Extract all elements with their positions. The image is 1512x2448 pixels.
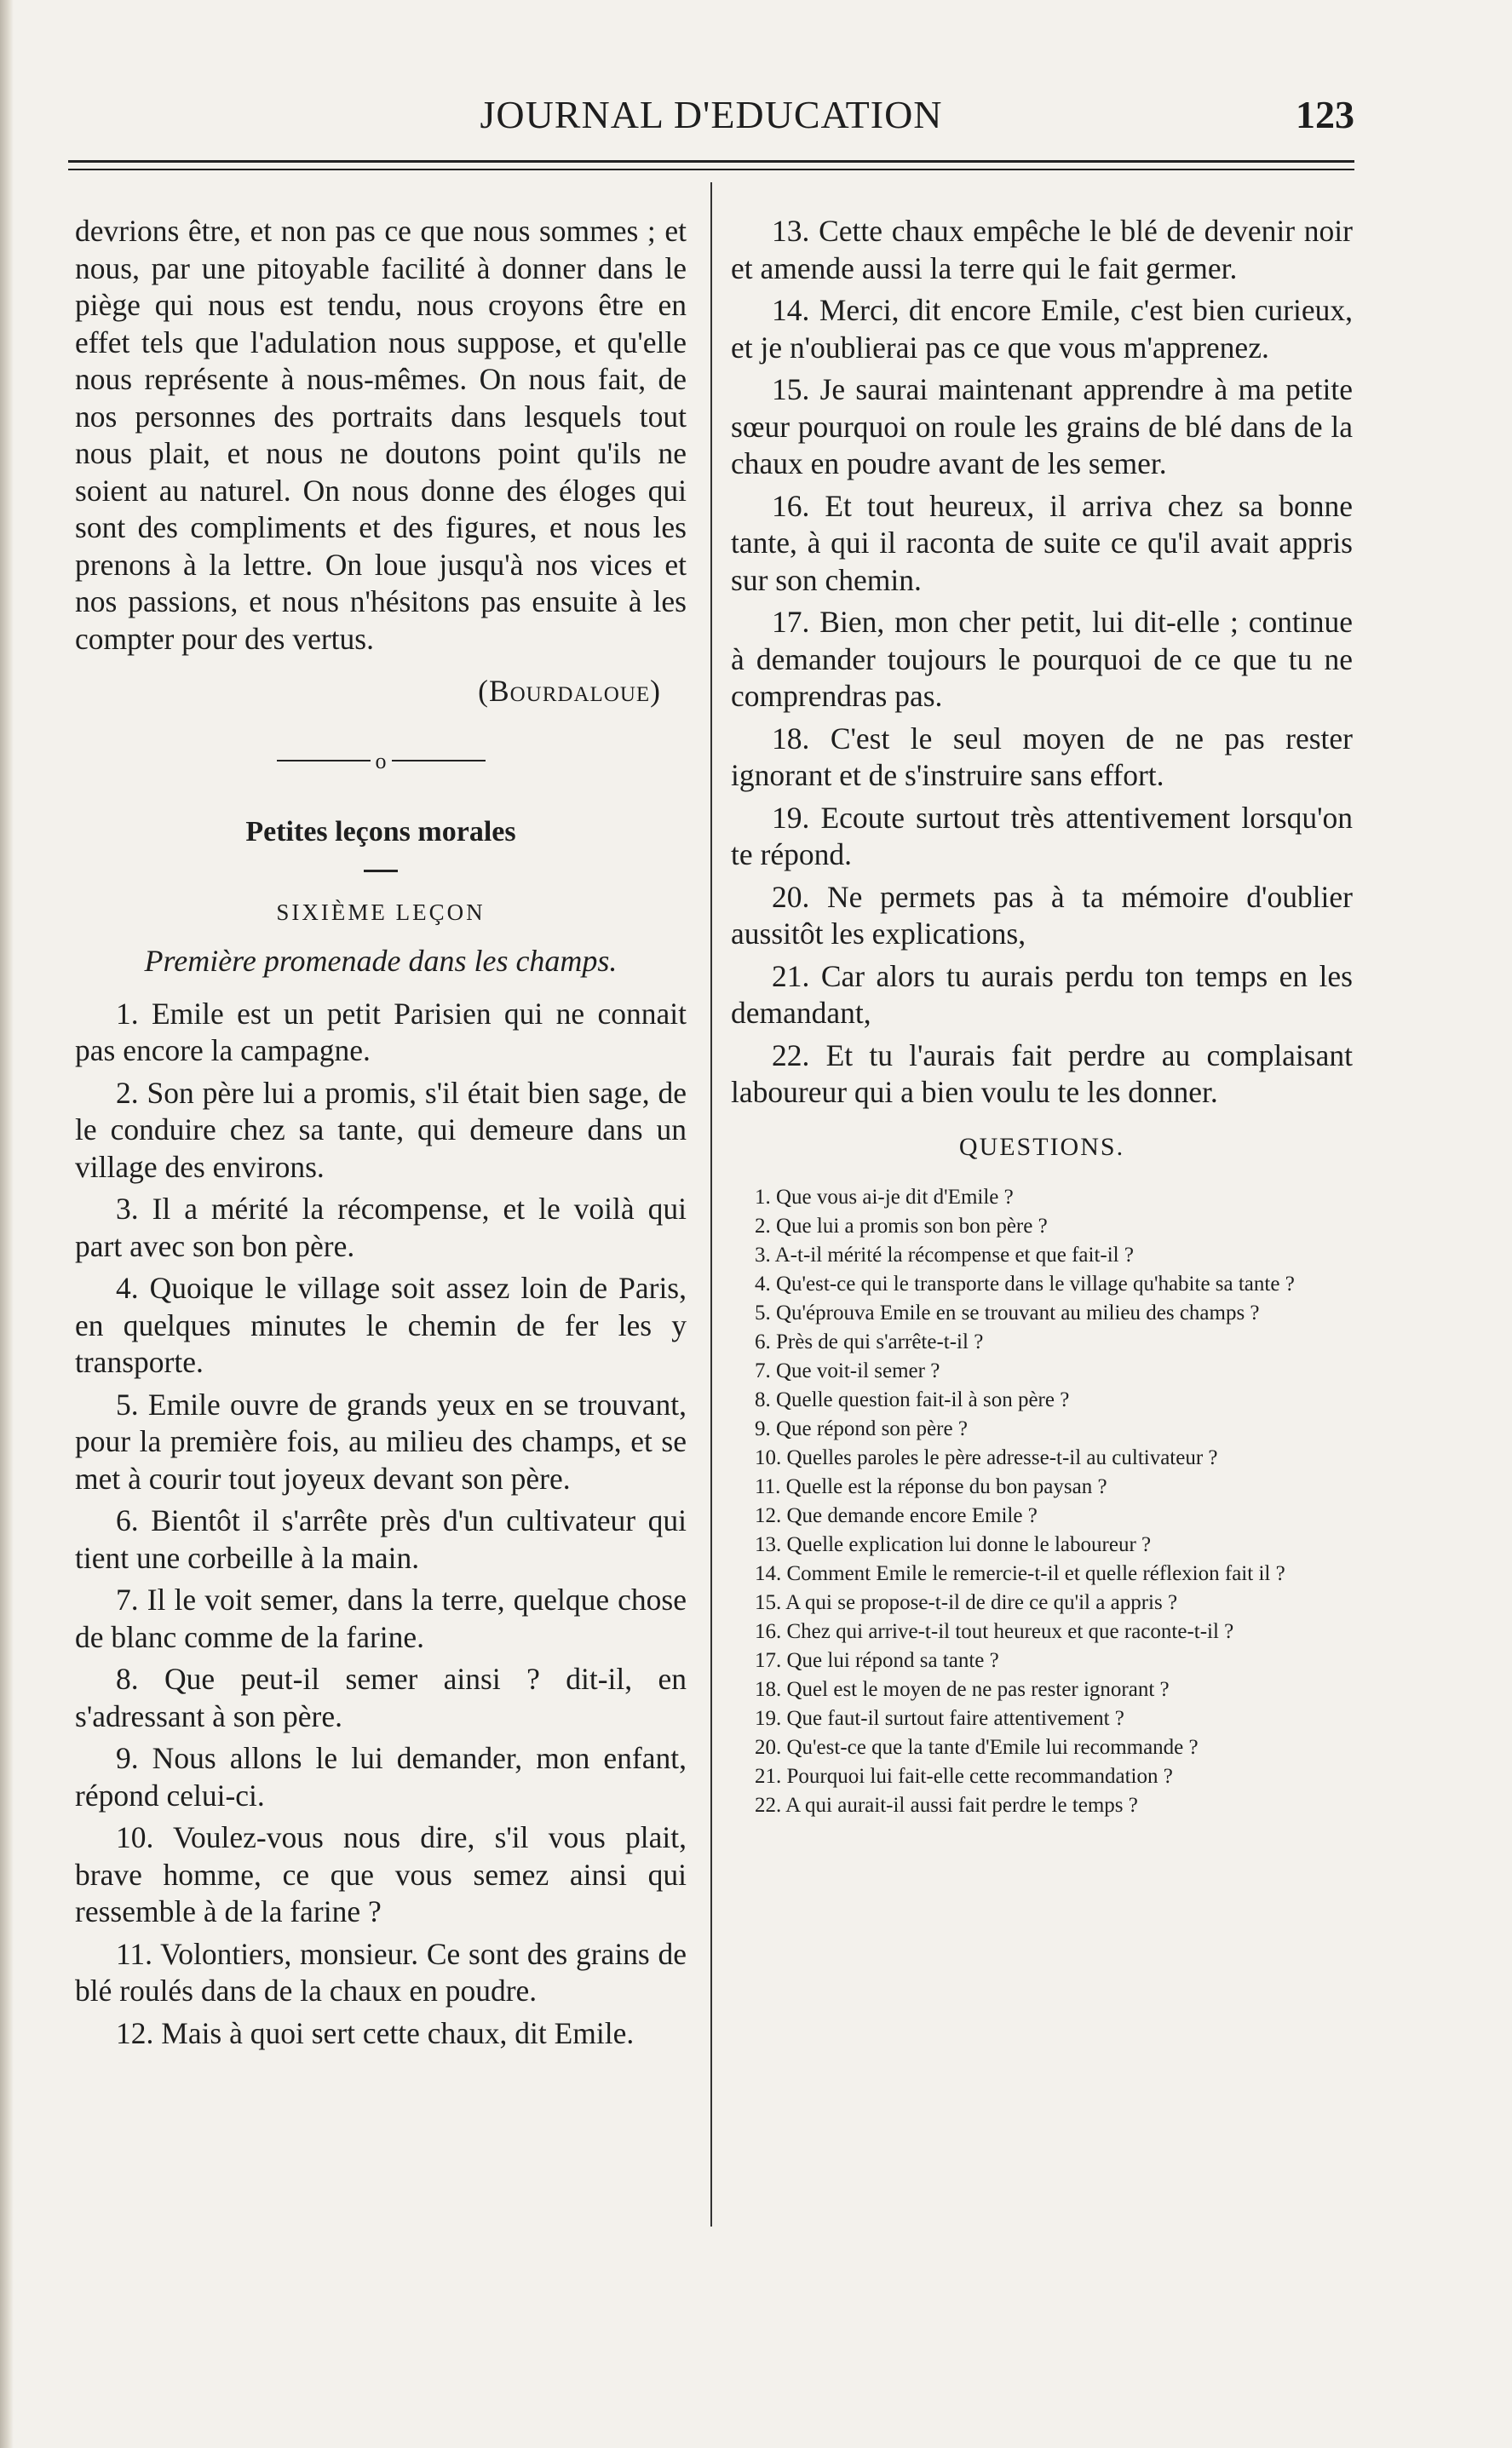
question-item: 21. Pourquoi lui fait-elle cette recommandation ? xyxy=(755,1765,1173,1788)
column-divider xyxy=(710,182,712,2227)
question-item: 7. Que voit-il semer ? xyxy=(755,1359,940,1382)
lesson-item: 5. Emile ouvre de grands yeux en se trouvant, pour la première fois, au milieu des champs, et se met à courir tout joyeux devant son père. xyxy=(75,1387,687,1496)
left-column xyxy=(75,213,687,2057)
page-number: 123 xyxy=(1296,93,1354,136)
lesson-item: 21. Car alors tu aurais perdu ton temps en les demandant, xyxy=(731,958,1353,1030)
question-item: 8. Quelle question fait-il à son père ? xyxy=(755,1388,1070,1411)
question-item: 2. Que lui a promis son bon père ? xyxy=(755,1215,1048,1238)
question-item: 15. A qui se propose-t-il de dire ce qu'il a appris ? xyxy=(755,1591,1178,1614)
lesson-item: 4. Quoique le village soit assez loin de Paris, en quelques minutes le chemin de fer les y transporte. xyxy=(75,1271,687,1379)
right-column xyxy=(731,213,1353,1821)
lesson-item: 16. Et tout heureux, il arriva chez sa bonne tante, à qui il raconta de suite ce qu'il avait appris sur son chemin. xyxy=(731,488,1353,597)
questions-title: QUESTIONS. xyxy=(958,1132,1125,1161)
question-item: 11. Quelle est la réponse du bon paysan ? xyxy=(755,1475,1107,1498)
section-ornament xyxy=(75,743,687,780)
lesson-item: 3. Il a mérité la récompense, et le voilà qui part avec son bon père. xyxy=(75,1192,687,1263)
question-item: 14. Comment Emile le remercie-t-il et quelle réflexion fait il ? xyxy=(755,1562,1285,1585)
lesson-item: 14. Merci, dit encore Emile, c'est bien curieux, et je n'oublierai pas ce que vous m'apprenez. xyxy=(731,293,1353,365)
intro-paragraph: devrions être, et non pas ce que nous sommes ; et nous, par une pitoyable facilité à donner dans le piège qui nous est tendu, nous croyons être en effet tels que l'adulation nous suppose, et qu'elle nous représente à nous-mêmes. On nous fait, de nos personnes des portraits dans lesquels tout nous plait, et nous ne doutons point qu'ils ne soient au naturel. On nous donne des éloges qui sont des compliments et des figures, et nous les prenons à la lettre. On loue jusqu'à nos vices et nos passions, et nous n'hésitons pas ensuite à les compter pour des vertus. xyxy=(75,214,687,656)
lesson-label: SIXIÈME LEÇON xyxy=(276,899,486,925)
author-attribution: (Bourdaloue) xyxy=(478,674,661,708)
ornament-line-left xyxy=(277,760,371,761)
lesson-item: 12. Mais à quoi sert cette chaux, dit Emile. xyxy=(116,2015,635,2050)
header-rule-top xyxy=(68,160,1354,163)
question-item: 20. Qu'est-ce que la tante d'Emile lui recommande ? xyxy=(755,1736,1199,1759)
lesson-item: 13. Cette chaux empêche le blé de devenir noir et amende aussi la terre qui le fait germer. xyxy=(731,214,1353,285)
lesson-item: 22. Et tu l'aurais fait perdre au complaisant laboureur qui a bien voulu te les donner. xyxy=(731,1037,1353,1109)
lesson-item: 11. Volontiers, monsieur. Ce sont des grains de blé roulés dans de la chaux en poudre. xyxy=(75,1936,687,2008)
running-title: JOURNAL D'EDUCATION xyxy=(480,93,943,136)
question-item: 16. Chez qui arrive-t-il tout heureux et que raconte-t-il ? xyxy=(755,1620,1234,1643)
page-binding-edge xyxy=(0,0,14,2448)
lesson-item: 20. Ne permets pas à ta mémoire d'oublier aussitôt les explications, xyxy=(731,879,1353,951)
question-item: 10. Quelles paroles le père adresse-t-il au cultivateur ? xyxy=(755,1446,1218,1469)
section-title: Petites leçons morales xyxy=(245,816,516,848)
question-item: 5. Qu'éprouva Emile en se trouvant au milieu des champs ? xyxy=(755,1302,1260,1325)
question-item: 9. Que répond son père ? xyxy=(755,1417,968,1440)
ornament-line-right xyxy=(392,760,486,761)
lesson-item: 19. Ecoute surtout très attentivement lorsqu'on te répond. xyxy=(731,800,1353,871)
question-item: 19. Que faut-il surtout faire attentivement ? xyxy=(755,1707,1124,1730)
header-rule-bottom xyxy=(68,169,1354,170)
lesson-item: 10. Voulez-vous nous dire, s'il vous plait, brave homme, ce que vous semez ainsi qui ressemble à de la farine ? xyxy=(75,1820,687,1928)
question-item: 18. Quel est le moyen de ne pas rester ignorant ? xyxy=(755,1678,1170,1701)
question-item: 17. Que lui répond sa tante ? xyxy=(755,1649,999,1672)
ornament-mark: o xyxy=(375,748,387,773)
lesson-item: 15. Je saurai maintenant apprendre à ma petite sœur pourquoi on roule les grains de blé dans de la chaux en poudre avant de les semer. xyxy=(731,372,1353,480)
question-item: 13. Quelle explication lui donne le laboureur ? xyxy=(755,1533,1152,1556)
lesson-item: 18. C'est le seul moyen de ne pas rester ignorant et de s'instruire sans effort. xyxy=(731,721,1353,792)
lesson-item: 9. Nous allons le lui demander, mon enfant, répond celui-ci. xyxy=(75,1741,687,1813)
lesson-item: 7. Il le voit semer, dans la terre, quelque chose de blanc comme de la farine. xyxy=(75,1583,687,1654)
question-item: 3. A-t-il mérité la récompense et que fait-il ? xyxy=(755,1244,1134,1267)
lesson-item: 8. Que peut-il semer ainsi ? dit-il, en s'adressant à son père. xyxy=(75,1662,687,1733)
page-header xyxy=(68,92,1354,136)
lesson-item: 6. Bientôt il s'arrête près d'un cultivateur qui tient une corbeille à la main. xyxy=(75,1503,687,1575)
lesson-item: 1. Emile est un petit Parisien qui ne connait pas encore la campagne. xyxy=(75,996,687,1067)
lesson-item: 2. Son père lui a promis, s'il était bien sage, de le conduire chez sa tante, qui demeure dans un village des environs. xyxy=(75,1075,687,1184)
lesson-subtitle: Première promenade dans les champs. xyxy=(144,944,618,978)
lesson-item: 17. Bien, mon cher petit, lui dit-elle ; continue à demander toujours le pourquoi de ce que tu ne comprendras pas. xyxy=(731,605,1353,713)
question-item: 22. A qui aurait-il aussi fait perdre le temps ? xyxy=(755,1794,1138,1817)
question-item: 12. Que demande encore Emile ? xyxy=(755,1504,1038,1527)
question-item: 4. Qu'est-ce qui le transporte dans le village qu'habite sa tante ? xyxy=(755,1273,1295,1296)
title-dash xyxy=(364,870,398,872)
question-item: 6. Près de qui s'arrête-t-il ? xyxy=(755,1330,984,1353)
question-item: 1. Que vous ai-je dit d'Emile ? xyxy=(755,1186,1014,1209)
